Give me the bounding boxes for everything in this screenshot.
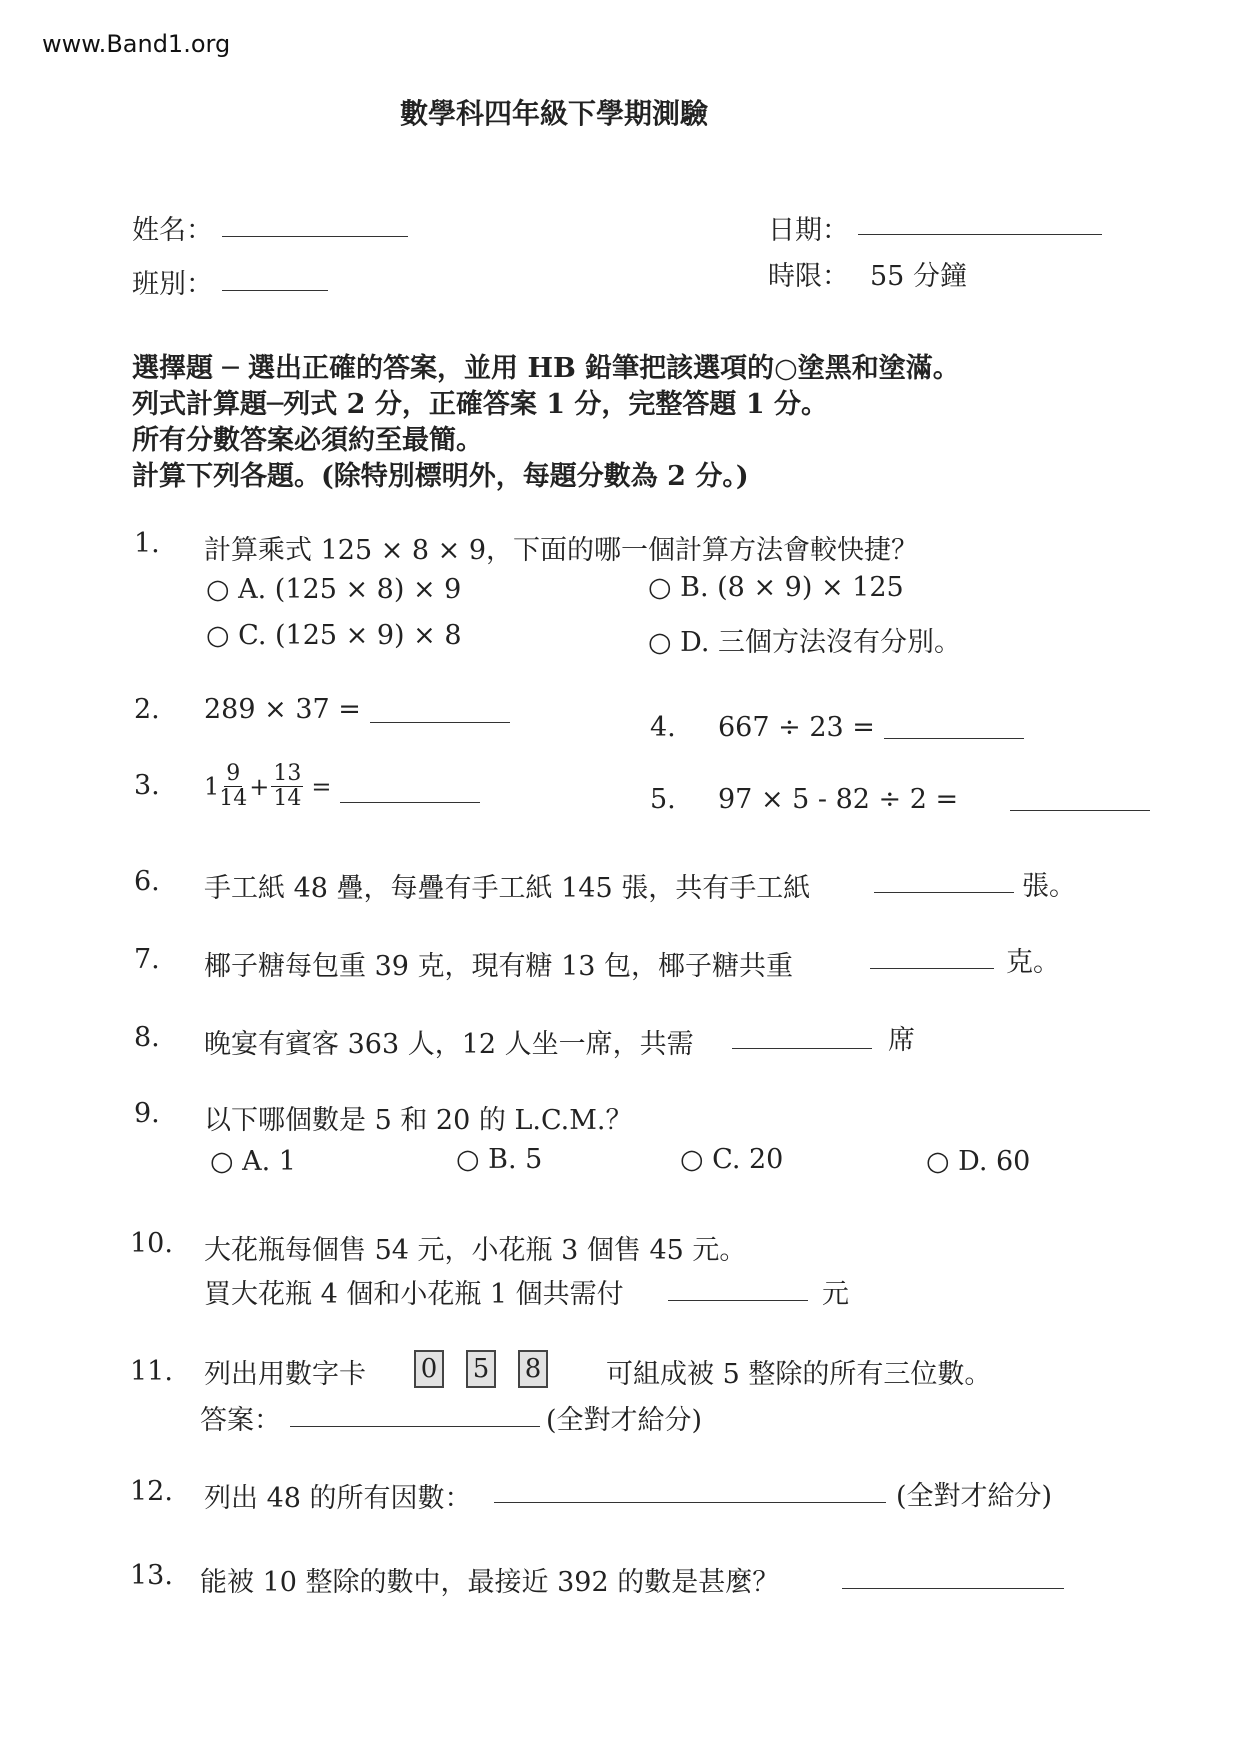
q11-number: 11. — [130, 1356, 173, 1387]
q1-option-d[interactable]: ○ D. 三個方法沒有分別。 — [648, 627, 961, 658]
q13-number: 13. — [130, 1560, 173, 1591]
q5-text: 97 × 5 - 82 ÷ 2 = — [718, 784, 959, 815]
website-url: www.Band1.org — [42, 30, 231, 58]
q5-answer-field[interactable] — [1010, 810, 1150, 811]
q7-unit: 克。 — [1006, 947, 1060, 978]
q11-answer-label: 答案： — [200, 1405, 281, 1436]
q2-number: 2. — [134, 694, 160, 725]
q7-number: 7. — [134, 944, 160, 975]
q11-note: (全對才給分) — [546, 1405, 703, 1436]
q1-number: 1. — [134, 528, 160, 559]
digit-card-5: 5 — [466, 1350, 496, 1388]
q11-answer-field[interactable] — [290, 1426, 540, 1427]
q9-option-b[interactable]: ○ B. 5 — [456, 1144, 543, 1175]
q8-unit: 席 — [888, 1025, 915, 1056]
q10-line1: 大花瓶每個售 54 元，小花瓶 3 個售 45 元。 — [204, 1235, 747, 1266]
digit-card-0: 0 — [414, 1350, 444, 1388]
q8-number: 8. — [134, 1022, 160, 1053]
q6-number: 6. — [134, 866, 160, 897]
q9-text: 以下哪個數是 5 和 20 的 L.C.M.？ — [204, 1105, 633, 1136]
q9-option-a[interactable]: ○ A. 1 — [210, 1146, 296, 1177]
q4-number: 4. — [650, 712, 676, 743]
q9-option-d[interactable]: ○ D. 60 — [926, 1146, 1031, 1177]
q11-digit-cards — [414, 1350, 570, 1388]
q1-text: 計算乘式 125 × 8 × 9，下面的哪一個計算方法會較快捷？ — [204, 535, 919, 566]
q10-unit: 元 — [822, 1279, 849, 1310]
date-field[interactable] — [858, 234, 1102, 235]
q9-option-c[interactable]: ○ C. 20 — [680, 1144, 784, 1175]
q10-number: 10. — [130, 1228, 173, 1259]
date-label: 日期： — [768, 215, 849, 246]
q3-fraction-2: $\frac{13}{14}$ — [273, 761, 302, 811]
q6-unit: 張。 — [1022, 871, 1076, 902]
digit-card-8: 8 — [518, 1350, 548, 1388]
q4-text: 667 ÷ 23 = — [718, 712, 875, 743]
q5-number: 5. — [650, 784, 676, 815]
q6-text: 手工紙 48 疊，每疊有手工紙 145 張，共有手工紙 — [204, 873, 811, 904]
q7-answer-field[interactable] — [870, 968, 994, 969]
q3-expression — [204, 762, 332, 811]
page-title: 數學科四年級下學期測驗 — [400, 97, 709, 130]
time-value: 55 分鐘 — [870, 261, 967, 292]
instruction-3: 所有分數答案必須約至最簡。 — [132, 425, 483, 456]
class-field[interactable] — [222, 290, 328, 291]
q1-option-a[interactable]: ○ A. (125 × 8) × 9 — [206, 574, 462, 605]
q3-whole: 1 — [204, 772, 220, 801]
instruction-2: 列式計算題─列式 2 分，正確答案 1 分，完整答題 1 分。 — [132, 389, 829, 420]
q2-answer-field[interactable] — [370, 722, 510, 723]
q1-option-b[interactable]: ○ B. (8 × 9) × 125 — [648, 572, 904, 603]
q2-text: 289 × 37 = — [204, 694, 361, 725]
q11-suffix: 可組成被 5 整除的所有三位數。 — [606, 1359, 992, 1390]
q8-answer-field[interactable] — [732, 1048, 872, 1049]
q4-answer-field[interactable] — [884, 738, 1024, 739]
q3-equals: = — [311, 772, 332, 801]
q8-text: 晚宴有賓客 363 人，12 人坐一席，共需 — [204, 1029, 694, 1060]
q3-plus: + — [249, 772, 270, 801]
q11-prefix: 列出用數字卡 — [204, 1359, 366, 1390]
q3-number: 3. — [134, 770, 160, 801]
q9-number: 9. — [134, 1098, 160, 1129]
q13-text: 能被 10 整除的數中，最接近 392 的數是甚麼？ — [200, 1567, 780, 1598]
q7-text: 椰子糖每包重 39 克，現有糖 13 包，椰子糖共重 — [204, 951, 794, 982]
instruction-1: 選擇題 ─ 選出正確的答案，並用 HB 鉛筆把該選項的○塗黑和塗滿。 — [132, 353, 960, 384]
q12-answer-field[interactable] — [494, 1502, 886, 1503]
q3-answer-field[interactable] — [340, 802, 480, 803]
q6-answer-field[interactable] — [874, 892, 1014, 893]
name-field[interactable] — [222, 236, 408, 237]
q3-fraction-1: $\frac{9}{14}$ — [219, 761, 248, 811]
name-label: 姓名： — [132, 215, 213, 246]
q1-option-c[interactable]: ○ C. (125 × 9) × 8 — [206, 620, 462, 651]
class-label: 班別： — [132, 269, 213, 300]
q12-note: (全對才給分) — [896, 1481, 1053, 1512]
q12-number: 12. — [130, 1476, 173, 1507]
q10-answer-field[interactable] — [668, 1300, 808, 1301]
q10-line2: 買大花瓶 4 個和小花瓶 1 個共需付 — [204, 1279, 624, 1310]
q12-text: 列出 48 的所有因數： — [204, 1483, 472, 1514]
q13-answer-field[interactable] — [842, 1588, 1064, 1589]
instruction-4: 計算下列各題。(除特別標明外，每題分數為 2 分。) — [132, 461, 749, 492]
time-label: 時限： — [768, 261, 849, 292]
